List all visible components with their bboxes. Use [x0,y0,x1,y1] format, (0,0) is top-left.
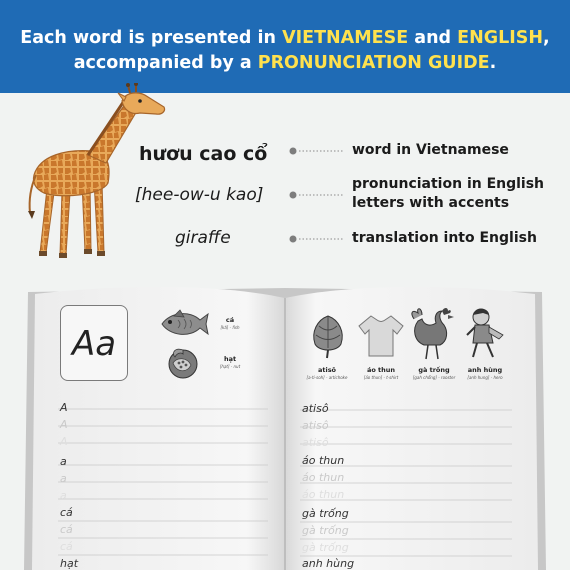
trace-row: anh hùng [302,557,355,570]
legend-pronunciation-2: letters with accents [352,195,510,211]
trace-row: gà trống [302,541,349,554]
trace-row: A [60,435,68,448]
trace-row: gà trống [302,507,349,520]
trace-row: a [60,489,67,502]
header-banner [0,0,570,93]
caption-word: anh hùng [467,366,503,374]
vietnamese-word: hươu cao cổ [139,143,268,165]
artichoke-icon [307,310,349,360]
hero-icon [463,305,507,359]
legend-pronunciation-1: pronunciation in English [352,176,545,192]
trace-row: a [60,472,67,485]
trace-row: A [60,418,68,431]
trace-row: cá [60,540,73,553]
connector-english [288,234,348,244]
caption-word: áo thun [366,366,396,374]
banner-line-1: Each word is presented in VIETNAMESE and ENGLISH, [20,28,550,48]
trace-row: atisô [302,402,329,415]
caption-pronunciation: [gah chổng] - rooster [412,375,456,380]
legend-vietnamese: word in Vietnamese [352,142,509,158]
giraffe-icon [22,83,167,268]
trace-row: cá [60,523,73,536]
pomegranate-icon [165,345,201,379]
trace-row: A [60,401,68,414]
t-shirt-icon [357,312,405,358]
trace-row: a [60,455,67,468]
trace-row: atisô [302,419,329,432]
caption-pronunciation: [kă] - fish [220,325,240,330]
english-word: giraffe [175,228,231,248]
pronunciation-text: [hee-ow-u kao] [135,185,264,205]
caption-pronunciation: [a-ti-soh] - artichoke [306,375,348,380]
caption-pronunciation: [ảo thun] - t-shirt [363,375,399,380]
trace-row: hạt [60,557,79,570]
trace-row: áo thun [302,488,345,501]
caption-word: atisô [317,366,337,374]
rooster-icon [410,307,458,361]
trace-row: áo thun [302,471,345,484]
trace-row: atisô [302,436,329,449]
trace-row: áo thun [302,454,345,467]
caption-word: hạt [223,355,237,363]
banner-line-2: accompanied by a PRONUNCIATION GUIDE. [73,53,497,73]
caption-word: gà trống [418,366,450,374]
letter-card: Aa [60,305,128,381]
caption-pronunciation: [hạt] - nut [219,364,241,369]
trace-row: cá [60,506,73,519]
legend-english: translation into English [352,230,537,246]
connector-vietnamese [288,146,348,156]
trace-row: gà trống [302,524,349,537]
caption-word: cá [225,316,235,324]
caption-pronunciation: [anh hung] - hero [467,375,503,380]
fish-icon [158,308,210,340]
connector-pronunciation [288,190,348,200]
